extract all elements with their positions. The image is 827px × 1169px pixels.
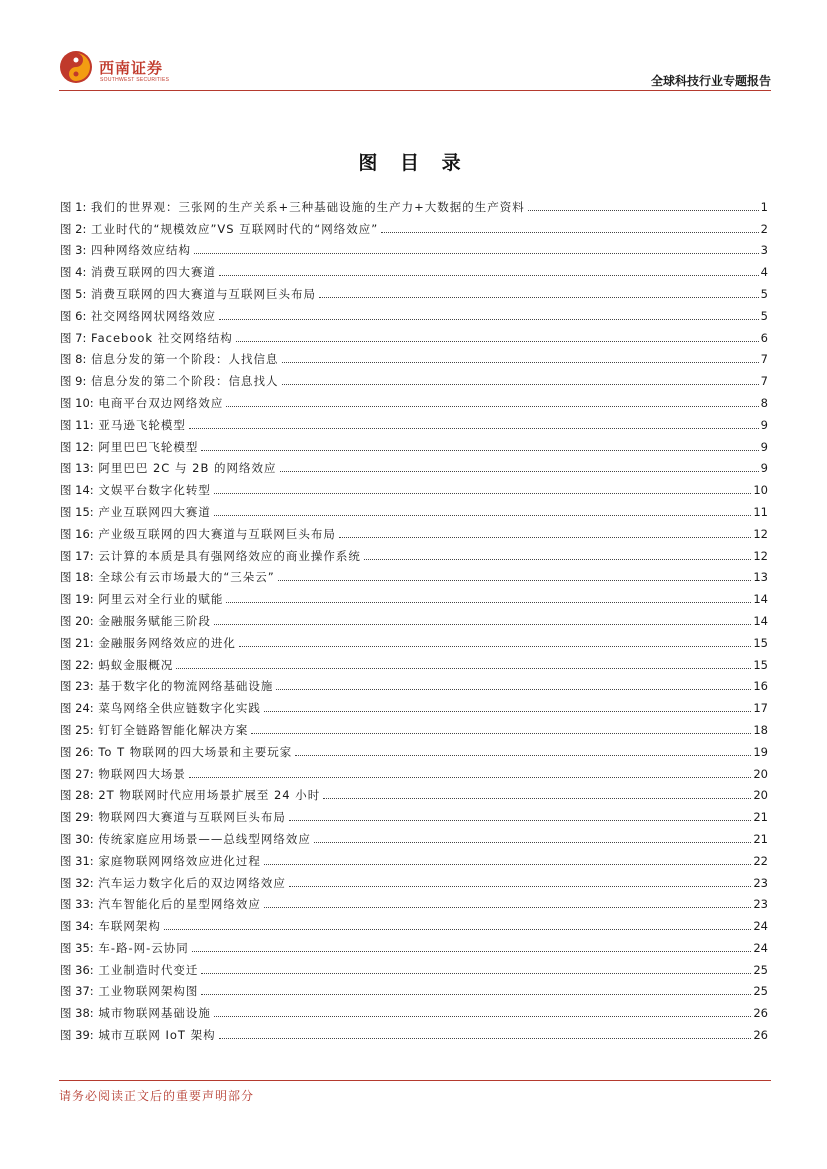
toc-dot-leader xyxy=(219,275,759,276)
toc-entry[interactable] xyxy=(60,323,768,345)
toc-entry-page: 9 xyxy=(760,417,768,432)
toc-entry-number: 图 28: xyxy=(60,788,94,803)
toc-entry-page: 14 xyxy=(753,592,768,607)
toc-entry-number: 图 14: xyxy=(60,483,94,498)
toc-entry-page: 13 xyxy=(753,570,768,585)
toc-entry-title: 2T 物联网时代应用场景扩展至 24 小时 xyxy=(98,788,321,803)
toc-entry-number: 图 13: xyxy=(60,461,94,476)
toc-entry-label xyxy=(60,440,198,454)
toc-entry-label xyxy=(60,636,236,650)
toc-dot-leader xyxy=(289,886,752,887)
toc-dot-leader xyxy=(214,515,752,516)
toc-entry-number: 图 9: xyxy=(60,374,87,389)
toc-entry-label xyxy=(60,876,286,890)
toc-entry[interactable] xyxy=(60,475,768,497)
toc-entry[interactable] xyxy=(60,454,768,476)
toc-entry-title: 文娱平台数字化转型 xyxy=(98,483,211,498)
toc-entry[interactable] xyxy=(60,824,768,846)
toc-entry-label xyxy=(60,832,311,846)
toc-entry[interactable] xyxy=(60,301,768,323)
toc-dot-leader xyxy=(176,668,751,669)
toc-entry-number: 图 4: xyxy=(60,265,87,280)
toc-entry-title: 家庭物联网网络效应进化过程 xyxy=(98,853,261,868)
toc-entry-page: 12 xyxy=(753,526,768,541)
toc-entry-page: 14 xyxy=(753,613,768,628)
toc-entry-label xyxy=(60,374,279,388)
toc-entry[interactable] xyxy=(60,650,768,672)
toc-entry-title: 消费互联网的四大赛道与互联网巨头布局 xyxy=(91,286,317,301)
toc-entry-title: 车联网架构 xyxy=(98,919,161,934)
toc-entry[interactable] xyxy=(60,737,768,759)
toc-entry-title: 汽车运力数字化后的双边网络效应 xyxy=(98,875,286,890)
toc-entry-label xyxy=(60,723,248,737)
toc-entry[interactable] xyxy=(60,432,768,454)
toc-entry-page: 22 xyxy=(753,853,768,868)
toc-entry-page: 21 xyxy=(753,810,768,825)
toc-entry-label xyxy=(60,352,279,366)
toc-entry-label xyxy=(60,854,261,868)
toc-entry-label xyxy=(60,941,189,955)
toc-entry-page: 9 xyxy=(760,439,768,454)
toc-dot-leader xyxy=(289,820,752,821)
toc-entry-number: 图 11: xyxy=(60,417,94,432)
toc-entry-label xyxy=(60,788,320,802)
toc-dot-leader xyxy=(236,341,759,342)
toc-dot-leader xyxy=(264,711,752,712)
toc-entry[interactable] xyxy=(60,672,768,694)
toc-entry-page: 18 xyxy=(753,722,768,737)
toc-entry-label xyxy=(60,570,275,584)
toc-entry-number: 图 2: xyxy=(60,221,87,236)
toc-entry-page: 23 xyxy=(753,875,768,890)
toc-entry-title: 信息分发的第一个阶段：人找信息 xyxy=(91,352,279,367)
toc-entry-page: 4 xyxy=(760,265,768,280)
toc-entry-page: 10 xyxy=(753,483,768,498)
toc-entry-label xyxy=(60,505,211,519)
report-type-title: 全球科技行业专题报告 xyxy=(650,74,771,88)
toc-entry-number: 图 25: xyxy=(60,722,94,737)
toc-dot-leader xyxy=(251,733,751,734)
toc-entry-title: 物联网四大场景 xyxy=(98,766,186,781)
toc-entry-title: 工业物联网架构图 xyxy=(98,984,199,999)
toc-entry-title: 汽车智能化后的星型网络效应 xyxy=(98,897,261,912)
toc-entry-number: 图 5: xyxy=(60,286,87,301)
toc-dot-leader xyxy=(364,559,752,560)
toc-entry[interactable] xyxy=(60,497,768,519)
toc-entry-label xyxy=(60,1006,211,1020)
toc-dot-leader xyxy=(264,907,752,908)
toc-entry-title: 阿里云对全行业的赋能 xyxy=(98,592,224,607)
toc-entry-title: To T 物联网的四大场景和主要玩家 xyxy=(98,744,293,759)
toc-entry-number: 图 37: xyxy=(60,984,94,999)
toc-entry[interactable] xyxy=(60,584,768,606)
toc-entry-label xyxy=(60,461,277,475)
toc-entry-title: 基于数字化的物流网络基础设施 xyxy=(98,679,274,694)
southwest-securities-logo-icon xyxy=(59,50,93,84)
toc-entry-title: 四种网络效应结构 xyxy=(91,243,192,258)
toc-entry-number: 图 6: xyxy=(60,308,87,323)
toc-entry-number: 图 1: xyxy=(60,199,87,214)
toc-entry[interactable] xyxy=(60,606,768,628)
toc-entry-number: 图 17: xyxy=(60,548,94,563)
toc-entry-number: 图 8: xyxy=(60,352,87,367)
toc-entry-title: 传统家庭应用场景——总线型网络效应 xyxy=(98,831,311,846)
toc-dot-leader xyxy=(214,493,752,494)
toc-entry-page: 26 xyxy=(753,1028,768,1043)
toc-entry-label xyxy=(60,919,161,933)
toc-entry-page: 26 xyxy=(753,1006,768,1021)
toc-entry-number: 图 22: xyxy=(60,657,94,672)
toc-entry-title: 信息分发的第二个阶段：信息找人 xyxy=(91,374,279,389)
toc-entry-page: 9 xyxy=(760,461,768,476)
toc-entry-page: 1 xyxy=(760,199,768,214)
toc-entry-label xyxy=(60,418,186,432)
toc-entry-title: 社交网络网状网络效应 xyxy=(91,308,217,323)
toc-dot-leader xyxy=(214,624,752,625)
toc-entry-label xyxy=(60,701,261,715)
toc-entry-number: 图 16: xyxy=(60,526,94,541)
toc-entry-page: 23 xyxy=(753,897,768,912)
toc-entry[interactable] xyxy=(60,410,768,432)
toc-entry-label xyxy=(60,222,378,236)
toc-entry-page: 24 xyxy=(753,940,768,955)
toc-entry-title: 电商平台双边网络效应 xyxy=(98,395,224,410)
toc-entry-page: 2 xyxy=(760,221,768,236)
toc-entry-label xyxy=(60,679,273,693)
toc-dot-leader xyxy=(323,798,751,799)
toc-entry[interactable] xyxy=(60,693,768,715)
toc-entry-number: 图 33: xyxy=(60,897,94,912)
toc-entry-page: 16 xyxy=(753,679,768,694)
toc-entry-title: 云计算的本质是具有强网络效应的商业操作系统 xyxy=(98,548,361,563)
toc-entry-number: 图 32: xyxy=(60,875,94,890)
toc-entry-page: 5 xyxy=(760,308,768,323)
toc-entry-number: 图 20: xyxy=(60,613,94,628)
toc-entry-label xyxy=(60,810,286,824)
toc-entry[interactable] xyxy=(60,715,768,737)
toc-entry-page: 11 xyxy=(753,504,768,519)
toc-entry-title: 车-路-网-云协同 xyxy=(98,940,189,955)
toc-entry[interactable] xyxy=(60,388,768,410)
toc-entry-label xyxy=(60,243,191,257)
toc-entry-label xyxy=(60,745,292,759)
logo-english-name: SOUTHWEST SECURITIES xyxy=(100,77,170,83)
toc-entry-title: 工业制造时代变迁 xyxy=(98,962,199,977)
toc-entry-page: 7 xyxy=(760,374,768,389)
toc-dot-leader xyxy=(280,471,759,472)
toc-dot-leader xyxy=(226,602,751,603)
toc-dot-leader xyxy=(278,580,752,581)
toc-entry-page: 25 xyxy=(753,984,768,999)
toc-entry-page: 17 xyxy=(753,701,768,716)
toc-entry-number: 图 21: xyxy=(60,635,94,650)
header-divider xyxy=(59,90,771,91)
toc-entry-label xyxy=(60,897,261,911)
toc-dot-leader xyxy=(219,1038,752,1039)
page-header xyxy=(59,46,771,92)
toc-entry[interactable] xyxy=(60,214,768,236)
toc-entry-number: 图 38: xyxy=(60,1006,94,1021)
toc-entry-label xyxy=(60,658,173,672)
toc-dot-leader xyxy=(282,384,759,385)
toc-entry[interactable] xyxy=(60,977,768,999)
toc-entry-label xyxy=(60,265,216,279)
toc-dot-leader xyxy=(194,253,759,254)
logo-chinese-name: 西南证券 xyxy=(99,59,164,77)
toc-entry-label xyxy=(60,200,525,214)
toc-entry[interactable] xyxy=(60,192,768,214)
toc-dot-leader xyxy=(314,842,752,843)
toc-entry-number: 图 31: xyxy=(60,853,94,868)
toc-entry-title: 菜鸟网络全供应链数字化实践 xyxy=(98,701,261,716)
toc-entry-title: 蚂蚁金服概况 xyxy=(98,657,174,672)
company-logo xyxy=(59,50,189,86)
toc-entry-title: 我们的世界观：三张网的生产关系+三种基础设施的生产力+大数据的生产资料 xyxy=(91,199,525,214)
toc-entry-title: 城市物联网基础设施 xyxy=(98,1006,211,1021)
toc-entry-page: 25 xyxy=(753,962,768,977)
toc-entry-number: 图 26: xyxy=(60,744,94,759)
toc-entry-page: 3 xyxy=(760,243,768,258)
toc-entry[interactable] xyxy=(60,781,768,803)
toc-entry[interactable] xyxy=(60,541,768,563)
toc-dot-leader xyxy=(201,450,758,451)
toc-entry[interactable] xyxy=(60,563,768,585)
toc-dot-leader xyxy=(319,297,759,298)
toc-entry-number: 图 7: xyxy=(60,330,87,345)
toc-dot-leader xyxy=(295,755,751,756)
toc-dot-leader xyxy=(282,362,759,363)
toc-entry-page: 19 xyxy=(753,744,768,759)
toc-entry-title: 全球公有云市场最大的“三朵云” xyxy=(98,570,275,585)
toc-entry-number: 图 30: xyxy=(60,831,94,846)
toc-entry[interactable] xyxy=(60,519,768,541)
toc-entry[interactable] xyxy=(60,279,768,301)
toc-entry-page: 7 xyxy=(760,352,768,367)
toc-entry-page: 8 xyxy=(760,395,768,410)
toc-entry[interactable] xyxy=(60,628,768,650)
toc-dot-leader xyxy=(201,973,751,974)
toc-entry-title: 阿里巴巴飞轮模型 xyxy=(98,439,199,454)
toc-entry-title: Facebook 社交网络结构 xyxy=(91,330,233,345)
toc-entry-label xyxy=(60,287,316,301)
toc-entry-label xyxy=(60,984,198,998)
toc-entry-label xyxy=(60,963,198,977)
toc-entry[interactable] xyxy=(60,933,768,955)
toc-entry[interactable] xyxy=(60,345,768,367)
toc-entry-label xyxy=(60,527,336,541)
toc-dot-leader xyxy=(189,777,752,778)
toc-entry-title: 物联网四大赛道与互联网巨头布局 xyxy=(98,810,286,825)
toc-entry[interactable] xyxy=(60,257,768,279)
toc-entry-number: 图 36: xyxy=(60,962,94,977)
toc-entry-title: 工业时代的“规模效应”VS 互联网时代的“网络效应” xyxy=(91,221,379,236)
toc-entry-page: 5 xyxy=(760,286,768,301)
toc-entry-page: 20 xyxy=(753,788,768,803)
toc-dot-leader xyxy=(214,1016,752,1017)
toc-entry-page: 21 xyxy=(753,831,768,846)
toc-dot-leader xyxy=(189,428,759,429)
toc-entry-number: 图 39: xyxy=(60,1028,94,1043)
toc-entry-label xyxy=(60,614,211,628)
toc-entry-page: 20 xyxy=(753,766,768,781)
toc-entry[interactable] xyxy=(60,846,768,868)
toc-entry-label xyxy=(60,1028,216,1042)
toc-title: 图 目 录 xyxy=(358,152,469,174)
toc-entry-title: 金融服务网络效应的进化 xyxy=(98,635,236,650)
toc-entry-number: 图 12: xyxy=(60,439,94,454)
toc-entry[interactable] xyxy=(60,236,768,258)
toc-dot-leader xyxy=(528,210,759,211)
toc-dot-leader xyxy=(201,994,751,995)
toc-entry-label xyxy=(60,549,361,563)
toc-entry-title: 产业级互联网的四大赛道与互联网巨头布局 xyxy=(98,526,336,541)
toc-dot-leader xyxy=(192,951,752,952)
toc-entry-number: 图 35: xyxy=(60,940,94,955)
toc-entry-number: 图 29: xyxy=(60,810,94,825)
toc-entry[interactable] xyxy=(60,911,768,933)
toc-entry-page: 15 xyxy=(753,657,768,672)
toc-entry[interactable] xyxy=(60,890,768,912)
toc-entry-title: 钉钉全链路智能化解决方案 xyxy=(98,722,249,737)
toc-entry-title: 亚马逊飞轮模型 xyxy=(98,417,186,432)
toc-entry-number: 图 24: xyxy=(60,701,94,716)
toc-dot-leader xyxy=(239,646,752,647)
toc-list xyxy=(60,192,768,1042)
toc-dot-leader xyxy=(339,537,752,538)
toc-entry[interactable] xyxy=(60,759,768,781)
toc-dot-leader xyxy=(226,406,758,407)
toc-entry-label xyxy=(60,309,216,323)
toc-entry-title: 阿里巴巴 2C 与 2B 的网络效应 xyxy=(98,461,277,476)
toc-entry-label xyxy=(60,396,223,410)
toc-entry-label xyxy=(60,483,211,497)
toc-entry-number: 图 10: xyxy=(60,395,94,410)
toc-entry-number: 图 3: xyxy=(60,243,87,258)
toc-entry-page: 12 xyxy=(753,548,768,563)
toc-dot-leader xyxy=(276,689,751,690)
toc-entry[interactable] xyxy=(60,868,768,890)
toc-dot-leader xyxy=(264,864,752,865)
toc-dot-leader xyxy=(219,319,759,320)
toc-entry-title: 产业互联网四大赛道 xyxy=(98,504,211,519)
footer-disclaimer: 请务必阅读正文后的重要声明部分 xyxy=(59,1089,255,1103)
toc-entry-title: 城市互联网 IoT 架构 xyxy=(98,1028,216,1043)
toc-entry-number: 图 27: xyxy=(60,766,94,781)
toc-entry-title: 消费互联网的四大赛道 xyxy=(91,265,217,280)
toc-entry-page: 15 xyxy=(753,635,768,650)
toc-dot-leader xyxy=(164,929,752,930)
toc-entry[interactable] xyxy=(60,955,768,977)
toc-entry-page: 6 xyxy=(760,330,768,345)
toc-entry-page: 24 xyxy=(753,919,768,934)
toc-entry-label xyxy=(60,331,233,345)
toc-entry-label xyxy=(60,767,186,781)
toc-entry[interactable] xyxy=(60,998,768,1020)
toc-entry-number: 图 18: xyxy=(60,570,94,585)
page-footer xyxy=(59,1080,771,1104)
toc-entry-label xyxy=(60,592,223,606)
toc-entry-number: 图 19: xyxy=(60,592,94,607)
toc-entry-number: 图 23: xyxy=(60,679,94,694)
toc-entry[interactable] xyxy=(60,802,768,824)
toc-dot-leader xyxy=(381,232,759,233)
toc-entry-title: 金融服务赋能三阶段 xyxy=(98,613,211,628)
footer-divider xyxy=(59,1080,771,1081)
toc-entry-number: 图 34: xyxy=(60,919,94,934)
toc-entry-number: 图 15: xyxy=(60,504,94,519)
toc-entry[interactable] xyxy=(60,1020,768,1042)
toc-entry[interactable] xyxy=(60,366,768,388)
